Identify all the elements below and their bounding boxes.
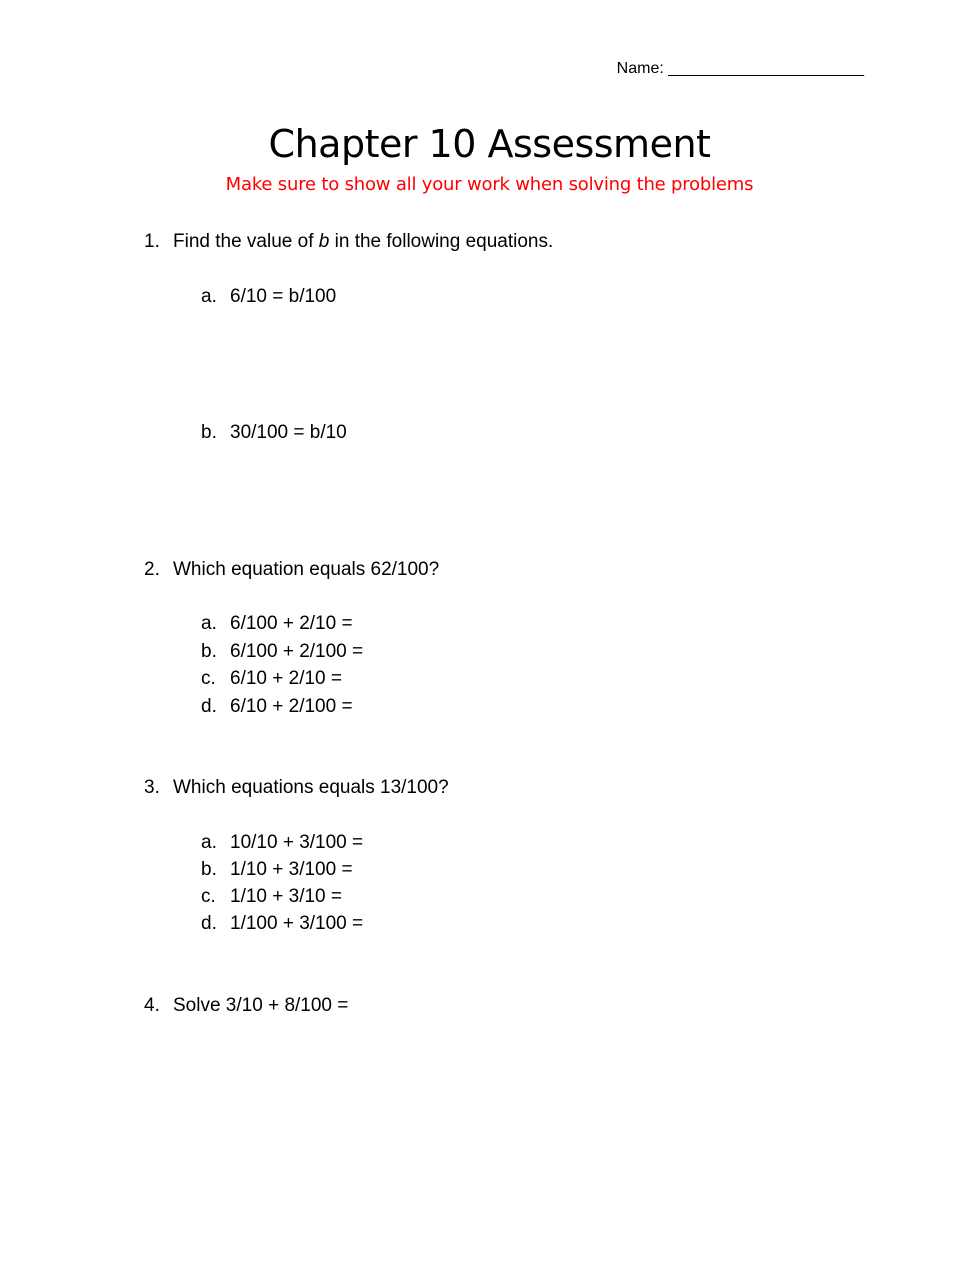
question-2-option-b [201,640,363,664]
question-3-option-d [201,912,363,936]
question-number: 1. [144,231,160,252]
question-text-before: Find the value of [173,231,319,252]
option-text: 6/100 + 2/100 = [230,641,364,662]
question-2-option-c [201,667,342,691]
option-letter: d. [201,913,217,934]
question-3-option-a [201,831,363,855]
name-label: Name: [616,60,664,77]
option-letter: a. [201,286,217,307]
question-1-option-b [201,421,347,445]
question-text: Solve 3/10 + 8/100 = [173,995,349,1016]
option-letter: a. [201,832,217,853]
question-1-option-a [201,285,336,309]
question-4 [144,994,348,1018]
option-text: 1/10 + 3/100 = [230,859,353,880]
option-text: 30/100 = b/10 [230,422,347,443]
question-number: 2. [144,559,160,580]
option-text: 6/10 + 2/100 = [230,696,353,717]
option-letter: d. [201,696,217,717]
option-text: 6/10 = b/100 [230,286,337,307]
question-number: 3. [144,777,160,798]
question-text: Which equation equals 62/100? [173,559,440,580]
option-text: 6/10 + 2/10 = [230,668,342,689]
question-3-option-b [201,858,353,882]
question-2-option-a [201,612,353,636]
option-letter: b. [201,641,217,662]
question-3-option-c [201,885,342,909]
option-letter: c. [201,668,216,689]
option-letter: b. [201,422,217,443]
name-field[interactable] [617,59,864,79]
option-text: 1/10 + 3/10 = [230,886,342,907]
question-text-after: in the following equations. [329,231,554,252]
question-text: Which equations equals 13/100? [173,777,449,798]
option-letter: b. [201,859,217,880]
question-1 [144,230,553,254]
name-blank[interactable]: ______________________ [668,60,864,77]
option-text: 6/100 + 2/10 = [230,613,353,634]
question-number: 4. [144,995,160,1016]
option-text: 10/10 + 3/100 = [230,832,364,853]
option-letter: c. [201,886,216,907]
option-letter: a. [201,613,217,634]
question-2-option-d [201,695,353,719]
page-title: Chapter 10 Assessment [268,122,711,166]
instructions: Make sure to show all your work when solving the problems [225,174,754,195]
question-variable: b [318,231,330,252]
option-text: 1/100 + 3/100 = [230,913,364,934]
question-3 [144,776,449,800]
question-2 [144,558,439,582]
